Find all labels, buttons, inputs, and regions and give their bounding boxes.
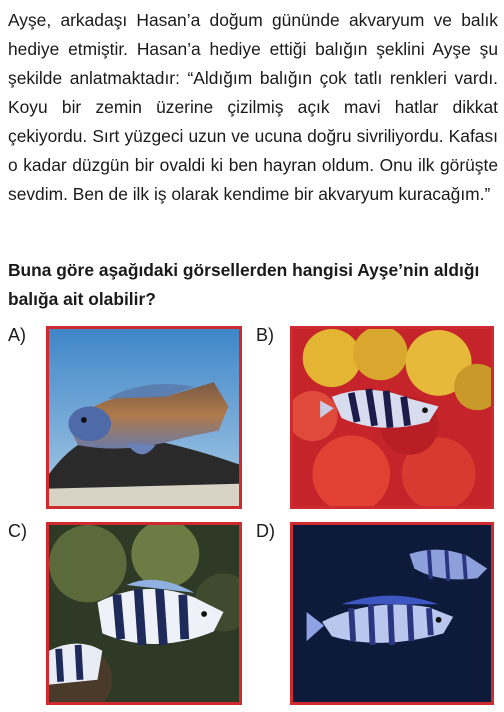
option-b-image[interactable]: [290, 326, 494, 509]
option-b-label[interactable]: B): [256, 325, 274, 345]
option-c-label[interactable]: C): [8, 521, 27, 541]
frontosa-fish-photo: [49, 525, 239, 702]
question-prompt: Buna göre aşağıdaki görsellerden hangisi Ayşe’nin aldığı balığa ait olabilir?: [8, 260, 480, 309]
option-d-label[interactable]: D): [256, 521, 275, 541]
blue-striped-fish-photo: [293, 525, 491, 702]
option-d-image[interactable]: [290, 522, 494, 705]
striped-fish-coral-photo: [293, 329, 491, 506]
option-a-image[interactable]: [46, 326, 242, 509]
option-c-image[interactable]: [46, 522, 242, 705]
brown-cichlid-photo: [49, 329, 239, 506]
option-a-label[interactable]: A): [8, 325, 26, 345]
question-passage: Ayşe, arkadaşı Hasan’a doğum gününde akvaryum ve balık hediye etmiştir. Hasan’a hediye ettiği balığın şeklini Ayşe şu şekilde anlatmaktadır: “Aldığım balığın çok tatlı renkleri vardı. Koyu bir zemin üzerine çizilmiş açık mavi hatlar dikkat çekiyordu. Sırt yüzgeci uzun ve ucuna doğru sivriliyordu. Kafası o kadar düzgün bir ovaldi ki ben hayran oldum. Onu ilk görüşte sevdim. Ben de ilk iş olarak kendime bir akvaryum kuracağım.”: [8, 10, 498, 204]
